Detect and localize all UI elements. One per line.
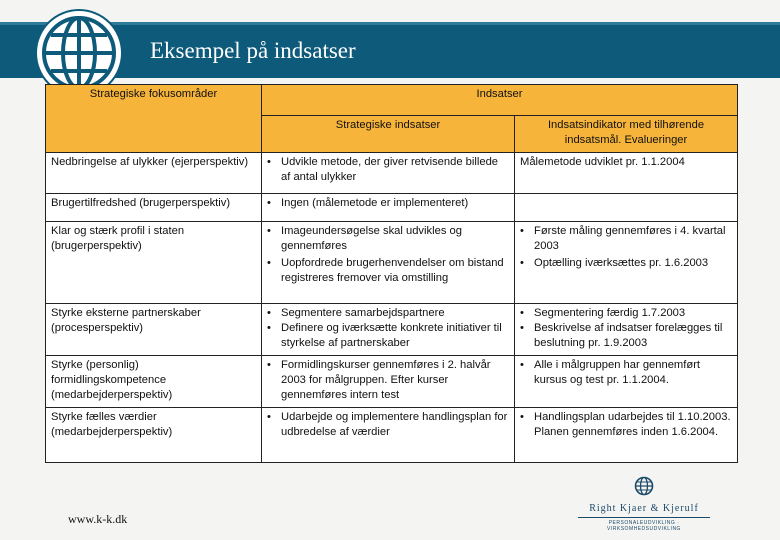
list-item: • Formidlingskurser gennemføres i 2. halvår 2003 for målgruppen. Efter kurser gennemføres intern test (267, 358, 509, 403)
row-actions (262, 304, 515, 356)
table-row (46, 408, 738, 463)
list-item: • Første måling gennemføres i 4. kvartal 2003 (520, 224, 732, 254)
row-area: Styrke eksterne partnerskaber (procesperspektiv) (46, 304, 262, 356)
list-item: • Segmentere samarbejdspartnere (267, 306, 509, 321)
indsatser-table (45, 84, 738, 463)
list-item: • Handlingsplan udarbejdes til 1.10.2003. Planen gennemføres inden 1.6.2004. (520, 411, 731, 438)
list-item: • Beskrivelse af indsatser forelægges til beslutning pr. 1.9.2003 (520, 321, 732, 351)
action-text: Imageundersøgelse skal udvikles og gennemføres (281, 225, 462, 252)
row-area: Styrke (personlig) formidlingskompetence (medarbejderperspektiv) (46, 356, 262, 408)
row-area: Styrke fælles værdier (medarbejderperspektiv) (46, 408, 262, 463)
list-item: • Ingen (målemetode er implementeret) (267, 196, 509, 211)
list-item: • Imageundersøgelse skal udvikles og gennemføres (267, 224, 509, 254)
table-row (46, 194, 738, 222)
action-text: Formidlingskurser gennemføres i 2. halvår 2003 for målgruppen. Efter kurser gennemføres intern test (281, 359, 491, 401)
action-text: Ingen (målemetode er implementeret) (281, 197, 469, 209)
indicator-text: Beskrivelse af indsatser forelægges til beslutning pr. 1.9.2003 (534, 322, 723, 349)
row-actions (262, 356, 515, 408)
list-item: • Definere og iværksætte konkrete initiativer til styrkelse af partnerskaber (267, 321, 509, 351)
header-indicator: Indsatsindikator med tilhørende indsatsmål. Evalueringer (515, 116, 738, 153)
indicator-text: Optælling iværksættes pr. 1.6.2003 (534, 257, 709, 269)
row-actions (262, 194, 515, 222)
list-item: • Alle i målgruppen har gennemført kursus og test pr. 1.1.2004. (520, 358, 732, 388)
row-indicator (515, 408, 738, 463)
row-indicator (515, 194, 738, 222)
indicator-text: Handlingsplan udarbejdes til 1.10.2003. Planen gennemføres inden 1.6.2004. (534, 411, 731, 438)
action-text: Udarbejde og implementere handlingsplan for udbredelse af værdier (281, 411, 508, 438)
indicator-text: Segmentering færdig 1.7.2003 (534, 307, 686, 319)
table-row (46, 304, 738, 356)
company-name: Right Kjaer & Kjerulf (589, 503, 699, 514)
row-area: Nedbringelse af ulykker (ejerperspektiv) (46, 153, 262, 194)
row-indicator (515, 222, 738, 304)
list-item: • Udvikle metode, der giver retvisende billede af antal ulykker (267, 155, 509, 185)
small-globe-icon (634, 476, 654, 496)
action-text: Segmentere samarbejdspartnere (281, 307, 445, 319)
row-indicator (515, 356, 738, 408)
header-indsatser: Indsatser (262, 85, 738, 116)
footer-url: www.k-k.dk (68, 512, 128, 526)
row-actions (262, 222, 515, 304)
table-row (46, 153, 738, 194)
action-text: Definere og iværksætte konkrete initiativer til styrkelse af partnerskaber (281, 322, 502, 349)
row-area: Klar og stærk profil i staten (brugerperspektiv) (46, 222, 262, 304)
list-item: • Udarbejde og implementere handlingsplan for udbredelse af værdier (267, 411, 508, 438)
list-item: • Optælling iværksættes pr. 1.6.2003 (520, 256, 732, 271)
header-strategic-actions: Strategiske indsatser (262, 116, 515, 153)
company-logo (578, 476, 710, 532)
table-row (46, 222, 738, 304)
list-item: • Uopfordrede brugerhenvendelser om bistand registreres fremover via omstilling (267, 256, 509, 286)
row-actions (262, 153, 515, 194)
indicator-text: Alle i målgruppen har gennemført kursus og test pr. 1.1.2004. (534, 359, 701, 386)
row-area: Brugertilfredshed (brugerperspektiv) (46, 194, 262, 222)
header-row-1 (46, 85, 738, 116)
row-indicator (515, 304, 738, 356)
row-actions (262, 408, 515, 463)
action-text: Uopfordrede brugerhenvendelser om bistand registreres fremover via omstilling (281, 257, 504, 284)
company-tagline: PERSONALEUDVIKLING · VIRKSOMHEDSUDVIKLING (578, 517, 710, 532)
action-text: Udvikle metode, der giver retvisende billede af antal ulykker (281, 156, 499, 183)
indicator-text: Første måling gennemføres i 4. kvartal 2003 (534, 225, 726, 252)
slide-title: Eksempel på indsatser (150, 38, 356, 63)
header-strategic-areas: Strategiske fokusområder (46, 85, 262, 153)
row-indicator: Målemetode udviklet pr. 1.1.2004 (515, 153, 738, 194)
list-item: • Segmentering færdig 1.7.2003 (520, 306, 732, 321)
table-row (46, 356, 738, 408)
